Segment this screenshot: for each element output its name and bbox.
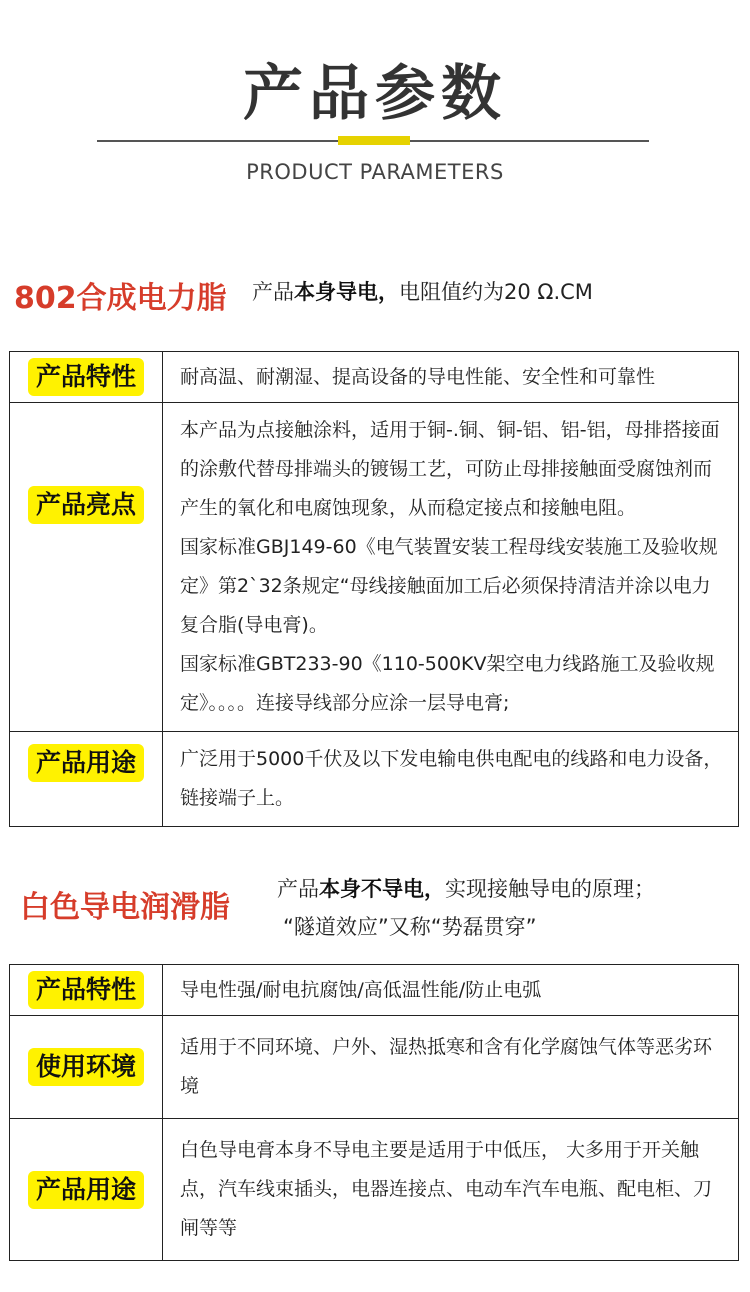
row-paragraph: 本产品为点接触涂料，适用于铜-.铜、铜-铝、铝-铝，母排搭接面的涂敷代替母排端头的镀锡工艺，可防止母排接触面受腐蚀剂而产生的氧化和电腐蚀现象，从而稳定接点和接触电阻。 [180, 419, 720, 519]
title-divider-accent [338, 136, 410, 145]
table-row [10, 965, 739, 1016]
row-label-cell [10, 1119, 163, 1261]
table-row [10, 1119, 739, 1261]
section1-desc-prefix: 产品 [252, 280, 294, 304]
row-paragraph: 国家标准GBJ149-60《电气装置安装工程母线安装施工及验收规定》第2`32条规定“母线接触面加工后必须保持清洁并涂以电力复合脂(导电膏)。 [180, 536, 718, 636]
section2-name: 白色导电润滑脂 [20, 890, 230, 925]
section2-desc-suffix: 实现接触导电的原理； [445, 877, 655, 901]
section2-desc-prefix: 产品 [277, 877, 319, 901]
row-text-cell [163, 965, 739, 1016]
row-label: 产品特性 [28, 358, 144, 396]
row-label-cell [10, 965, 163, 1016]
row-label-cell [10, 732, 163, 827]
section2-description-line2: “隧道效应”又称“势磊贯穿” [283, 915, 537, 939]
row-text-cell [163, 1119, 739, 1261]
section1-description [252, 273, 593, 311]
row-paragraph: 导电性强/耐电抗腐蚀/高低温性能/防止电弧 [180, 978, 542, 1001]
row-label: 使用环境 [28, 1048, 144, 1086]
row-text-cell [163, 1016, 739, 1119]
section1-param-table [9, 351, 739, 827]
row-label-cell [10, 352, 163, 403]
section2-param-table [9, 964, 739, 1261]
row-label-cell [10, 1016, 163, 1119]
table-row [10, 352, 739, 403]
section2-description [277, 870, 655, 908]
row-label: 产品特性 [28, 971, 144, 1009]
table-row [10, 732, 739, 827]
row-paragraph: 适用于不同环境、户外、湿热抵寒和含有化学腐蚀气体等恶劣环境 [180, 1036, 713, 1097]
row-label-cell [10, 403, 163, 732]
table-row [10, 1016, 739, 1119]
row-paragraph: 耐高温、耐潮湿、提高设备的导电性能、安全性和可靠性 [180, 365, 656, 388]
row-label: 产品用途 [28, 744, 144, 782]
row-paragraph: 国家标准GBT233-90《110-500KV架空电力线路施工及验收规定》。。。。连接导线部分应涂一层导电膏; [180, 653, 715, 714]
section1-desc-suffix: 电阻值约为20 Ω.CM [399, 280, 593, 304]
section1-desc-bold: 本身导电， [294, 280, 399, 304]
table-row [10, 403, 739, 732]
row-paragraph: 广泛用于5000千伏及以下发电输电供电配电的线路和电力设备，链接端子上。 [180, 748, 723, 809]
section1-name: 802合成电力脂 [14, 281, 227, 316]
page-subtitle: PRODUCT PARAMETERS [246, 160, 504, 184]
row-label: 产品亮点 [28, 486, 144, 524]
row-label: 产品用途 [28, 1171, 144, 1209]
section2-desc-bold: 本身不导电， [319, 877, 445, 901]
row-text-cell [163, 403, 739, 732]
page-title: 产品参数 [243, 59, 507, 129]
row-text-cell [163, 352, 739, 403]
row-paragraph: 白色导电膏本身不导电主要是适用于中低压， 大多用于开关触点，汽车线束插头，电器连接点、电动车汽车电瓶、配电柜、刀闸等等 [180, 1139, 713, 1239]
row-text-cell [163, 732, 739, 827]
